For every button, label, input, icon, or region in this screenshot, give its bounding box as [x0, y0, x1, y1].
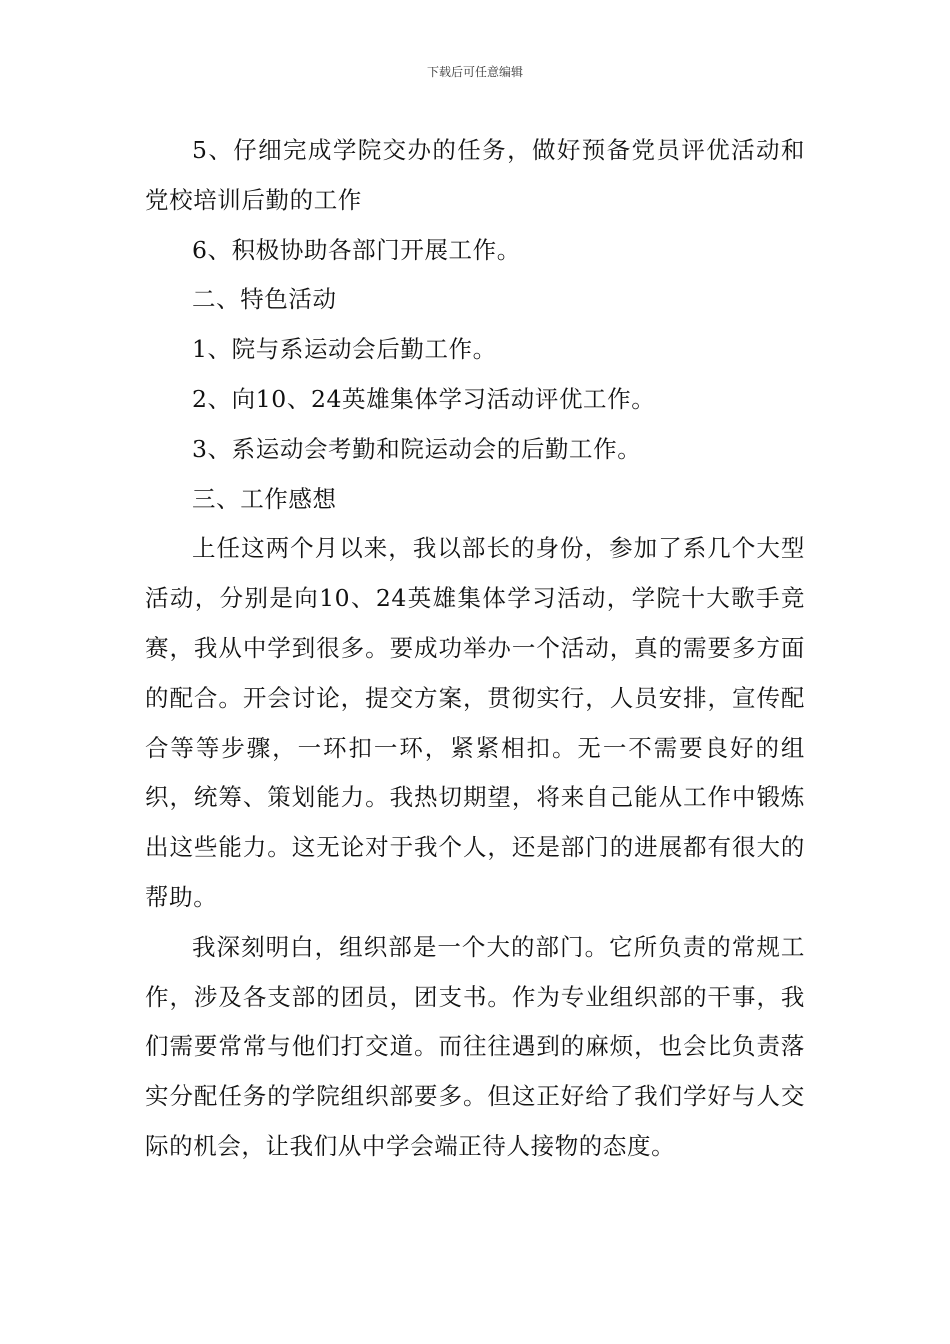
paragraph-activity-3: 3、系运动会考勤和院运动会的后勤工作。	[192, 434, 642, 463]
paragraph-activity-2: 2、向10、24英雄集体学习活动评优工作。	[192, 384, 656, 413]
paragraph-task-5: 5、仔细完成学院交办的任务，做好预备党员评优活动和党校培训后勤的工作	[145, 136, 805, 214]
paragraph-activity-1: 1、院与系运动会后勤工作。	[192, 335, 497, 364]
paragraph-task-6: 6、积极协助各部门开展工作。	[192, 235, 521, 264]
document-body	[145, 126, 805, 1172]
page-header: 下载后可任意编辑	[426, 65, 523, 79]
section-heading-reflections: 三、工作感想	[192, 484, 337, 513]
paragraph-reflection-2: 我深刻明白，组织部是一个大的部门。它所负责的常规工作，涉及各支部的团员，团支书。作为专业组织部的干事，我们需要常常与他们打交道。而往往遇到的麻烦，也会比负责落实分配任务的学院组织部要多。但这正好给了我们学好与人交际的机会，让我们从中学会端正待人接物的态度。	[145, 932, 805, 1160]
section-heading-special-activities: 二、特色活动	[192, 285, 337, 314]
paragraph-reflection-1: 上任这两个月以来，我以部长的身份，参加了系几个大型活动，分别是向10、24英雄集体学习活动，学院十大歌手竞赛，我从中学到很多。要成功举办一个活动，真的需要多方面的配合。开会讨论，提交方案，贯彻实行，人员安排，宣传配合等等步骤，一环扣一环，紧紧相扣。无一不需要良好的组织，统筹、策划能力。我热切期望，将来自己能从工作中锻炼出这些能力。这无论对于我个人，还是部门的进展都有很大的帮助。	[145, 534, 805, 911]
